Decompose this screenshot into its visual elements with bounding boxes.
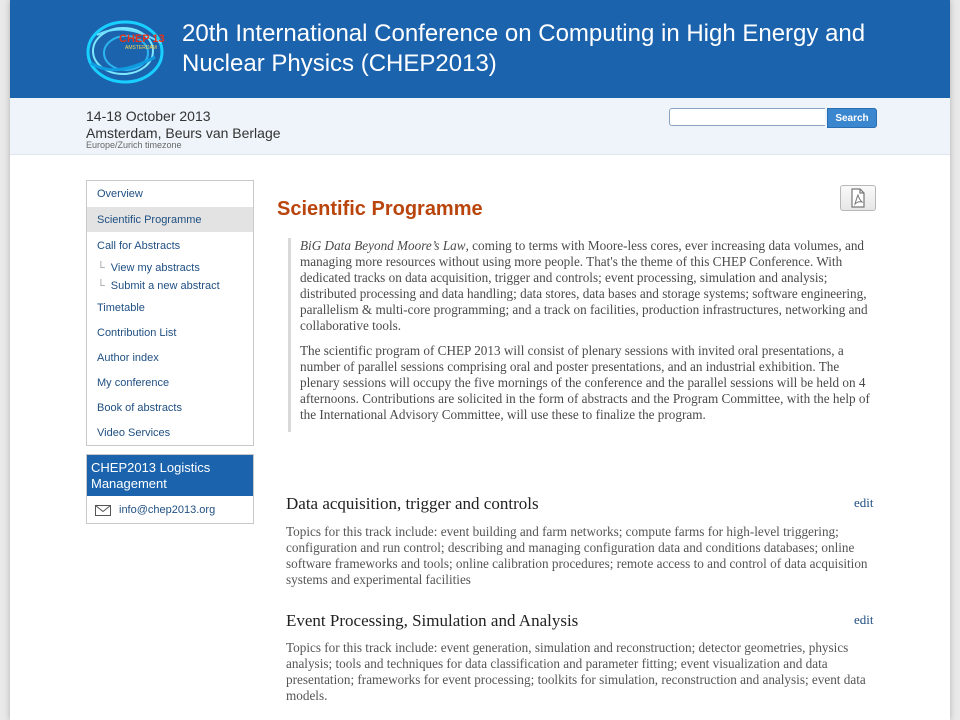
logistics-title-line1: CHEP2013 Logistics — [91, 460, 211, 475]
intro-paragraph-1 — [300, 238, 870, 334]
intro-paragraph-2: The scientific program of CHEP 2013 will consist of plenary sessions with invited oral presentations, a number of parallel sessions comprising oral and poster presentations, and an industrial exhibition. The plenary sessions will occupy the five mornings of the conference and the parallel sessions will be held on 4 afternoons. Contributions are solicited in the form of abstracts and the Program Committee, with the help of the International Advisory Committee, will use these to finalize the program. — [300, 343, 870, 422]
track-title: Data acquisition, trigger and controls — [286, 494, 539, 513]
sidebar-subitem-view-my-abstracts[interactable] — [97, 262, 200, 274]
pdf-export-button[interactable] — [840, 185, 876, 211]
page-title: Scientific Programme — [277, 198, 483, 220]
conference-title-line2: Nuclear Physics (CHEP2013) — [182, 50, 497, 77]
page — [10, 0, 950, 720]
sidebar-item-scientific-programme[interactable]: Scientific Programme — [97, 214, 202, 226]
sidebar-item-author-index[interactable]: Author index — [97, 352, 159, 364]
conference-header — [10, 0, 950, 98]
search-button[interactable]: Search — [827, 108, 877, 128]
conference-dates: 14-18 October 2013 — [86, 108, 211, 124]
track-description: Topics for this track include: event building and farm networks; compute farms for high-level triggering; configuration and run control; describing and managing configuration data and conditions databases; online software frameworks and tools; online calibration procedures; remote access to and control of data acquisition systems and experimental facilities — [286, 524, 868, 587]
sidebar-item-overview[interactable]: Overview — [97, 188, 143, 200]
timezone-label: Europe/Zurich timezone — [86, 140, 182, 150]
sidebar-item-contribution-list[interactable]: Contribution List — [97, 327, 177, 339]
programme-intro — [288, 238, 870, 432]
conference-title-line1: 20th International Conference on Computing in High Energy and — [182, 20, 866, 47]
envelope-icon — [95, 505, 111, 516]
conference-title[interactable] — [182, 19, 922, 79]
logistics-email-link[interactable] — [95, 504, 215, 516]
intro-text: , coming to terms with Moore-less cores, ever increasing data volumes, and managing more resources without using more people. That's the theme of this CHEP Conference. With dedicated tracks on data acquisition, trigger and controls; event processing, simulation and analysis; distributed processing and data handling; data stores, data bases and storage systems; software engineering, parallelism & multi-core programming; and a track on facilities, production infrastructures, networking and collaborative tools. — [300, 238, 868, 333]
track-edit-link[interactable]: edit — [854, 612, 874, 627]
logistics-title-line2: Management — [91, 476, 167, 491]
conference-logo[interactable] — [85, 15, 171, 85]
tree-branch-icon: └ — [97, 262, 105, 274]
track-edit-link[interactable]: edit — [854, 495, 874, 510]
intro-emphasis: BiG Data Beyond Moore’s Law — [300, 238, 466, 253]
sidebar-subitem-label: Submit a new abstract — [110, 280, 220, 292]
conference-venue: Amsterdam, Beurs van Berlage — [86, 125, 281, 141]
sidebar-subitem-submit-abstract[interactable] — [97, 280, 220, 292]
tree-branch-icon: └ — [97, 280, 105, 292]
svg-text:AMSTERDAM: AMSTERDAM — [125, 45, 157, 51]
logistics-box — [86, 454, 254, 524]
track-title: Event Processing, Simulation and Analysis — [286, 611, 579, 630]
sidebar-subitem-label: View my abstracts — [110, 262, 200, 274]
sidebar-item-video-services[interactable]: Video Services — [97, 427, 171, 439]
sidebar-menu — [86, 180, 254, 446]
sidebar-item-call-for-abstracts[interactable]: Call for Abstracts — [97, 240, 181, 252]
sidebar-item-book-of-abstracts[interactable]: Book of abstracts — [97, 402, 182, 414]
svg-text:CHEP 13: CHEP 13 — [119, 33, 165, 45]
search-input[interactable] — [669, 108, 825, 126]
logistics-email: info@chep2013.org — [119, 504, 216, 516]
sidebar-item-my-conference[interactable]: My conference — [97, 377, 170, 389]
logistics-title — [87, 455, 253, 496]
track-description: Topics for this track include: event generation, simulation and reconstruction; detector geometries, physics analysis; tools and techniques for data classification and parameter fitting; event visualization and data presentation; frameworks for event processing; toolkits for simulation, reconstruction and analysis; event data models. — [286, 640, 866, 703]
sidebar-item-timetable[interactable]: Timetable — [97, 302, 145, 314]
pdf-icon — [849, 188, 867, 208]
